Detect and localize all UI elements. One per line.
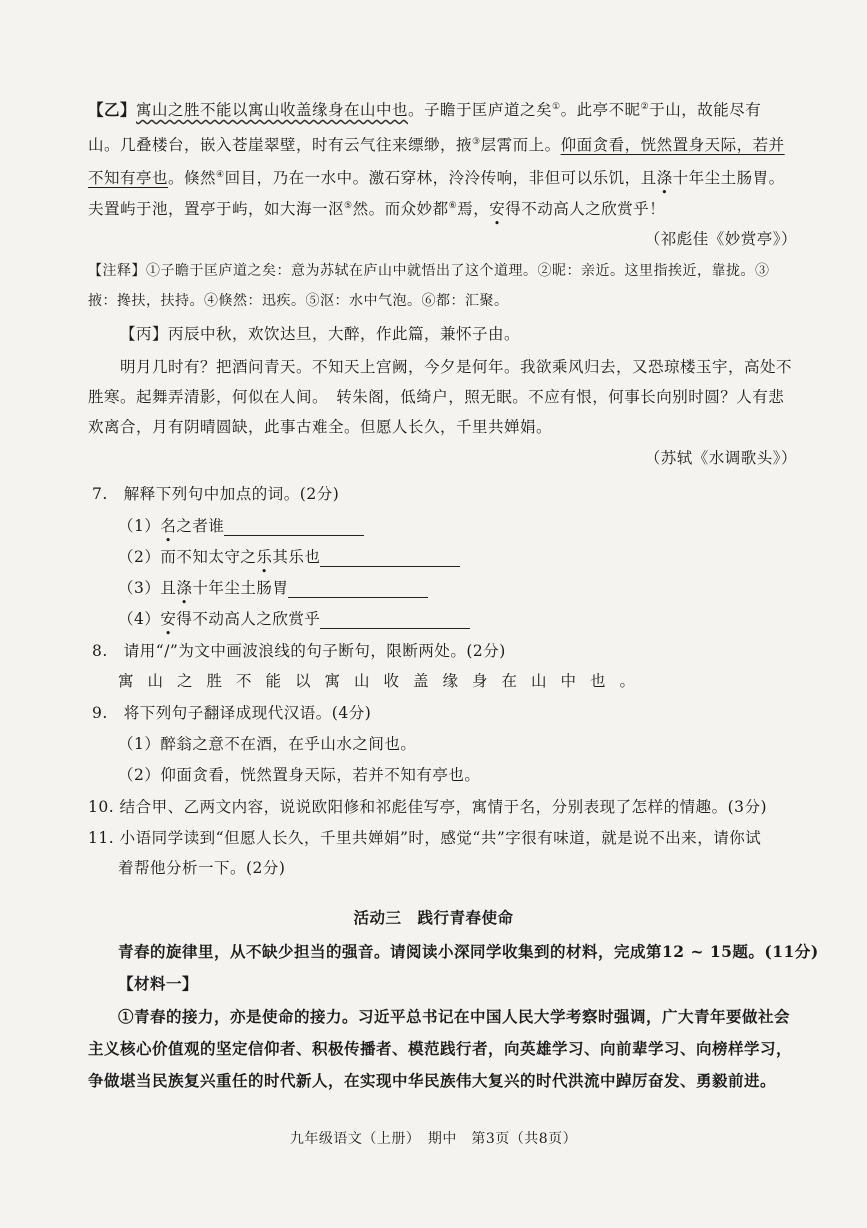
text-span: （4）: [118, 610, 161, 628]
text-span: 焉，: [457, 200, 490, 218]
material-one-line-1: ①青春的接力，亦是使命的接力。习近平总书记在中国人民大学考察时强调，广大青年要做社会: [118, 1007, 791, 1026]
material-one-line-2: 主义核心价值观的坚定信仰者、积极传播者、模范践行者，向英雄学习、向前辈学习、向榜样学习，: [88, 1039, 793, 1058]
question-11-line-1: 11. 小语同学读到“但愿人长久，千里共婵娟”时，感觉“共”字很有味道，就是说不出来，请你试: [88, 829, 762, 847]
answer-blank[interactable]: [320, 612, 470, 629]
question-7-item-4: [118, 607, 797, 629]
passage-bing-source: （苏轼《水调歌头》）: [644, 449, 797, 467]
question-7: 7. 解释下列句中加点的词。(2分): [92, 485, 340, 503]
question-7-item-1: [118, 514, 797, 536]
dotted-word: 安: [160, 610, 177, 628]
material-one-line-3: 争做堪当民族复兴重任的时代新人，在实现中华民族伟大复兴的时代洪流中踔厉奋发、勇毅前进。: [88, 1071, 777, 1090]
text-span: 得不动高人之欣赏乎！: [505, 200, 666, 218]
text-span: 山。几叠楼台，嵌入苍崖翠壁，时有云气往来缥缈，掖: [88, 136, 473, 154]
text-span: （1）: [118, 517, 161, 535]
text-span: 之者谁: [176, 517, 225, 535]
notes-line-1: 【注释】①子瞻于匡庐道之矣：意为苏轼在庐山中就悟出了这个道理。②昵：亲近。这里指挨近，靠拢。③: [88, 263, 770, 279]
passage-yi-label: 【乙】: [88, 100, 137, 119]
passage-yi-line-3: [88, 166, 797, 188]
text-span: 于山，故能尽有: [649, 101, 762, 119]
text-span: 。子瞻于匡庐道之矣: [408, 101, 553, 119]
dotted-word: 涤: [656, 169, 673, 187]
text-span: 得不动高人之欣赏乎: [176, 610, 321, 628]
passage-bing-line-1: 明月几时有？把酒问青天。不知天上宫阙，今夕是何年。我欲乘风归去，又恐琼楼玉宇，高处不: [120, 358, 793, 376]
question-7-item-3: [118, 576, 797, 598]
text-span: （2）而不知太守之: [118, 548, 257, 566]
text-span: 。此亭不昵: [560, 101, 641, 119]
dotted-word: 安: [489, 200, 506, 218]
text-span: 。倏然: [168, 169, 217, 187]
note-marker: ⑥: [448, 200, 458, 211]
answer-blank[interactable]: [288, 581, 428, 598]
question-10: 10. 结合甲、乙两文内容，说说欧阳修和祁彪佳写亭，寓情于名，分别表现了怎样的情趣。(3分): [88, 798, 768, 816]
passage-bing-preface: 【丙】丙辰中秋，欢饮达旦，大醉，作此篇，兼怀子由。: [120, 325, 521, 343]
question-9-item-1: （1）醉翁之意不在酒，在乎山水之间也。: [118, 735, 417, 753]
text-span: 层霄而上。: [480, 136, 561, 154]
text-span: 其乐也: [272, 548, 321, 566]
activity-title: 活动三 践行青春使命: [353, 908, 514, 927]
dotted-word: 乐: [256, 548, 273, 566]
question-9: 9. 将下列句子翻译成现代汉语。(4分): [92, 704, 372, 722]
question-8: 8. 请用“/”为文中画波浪线的句子断句，限断两处。(2分): [92, 642, 506, 660]
material-one-label: 【材料一】: [118, 974, 199, 993]
passage-yi-source: （祁彪佳《妙赏亭》）: [644, 230, 797, 248]
text-span: （3）且: [118, 579, 177, 597]
passage-yi-line-4: [88, 197, 797, 219]
question-11-line-2: 着帮他分析一下。(2分): [118, 859, 286, 877]
text-span: 十年尘土肠胃: [192, 579, 289, 597]
dotted-word: 名: [160, 517, 177, 535]
answer-blank[interactable]: [320, 550, 460, 567]
question-7-item-2: [118, 545, 797, 567]
notes-line-2: 掖：搀扶，扶持。④倏然：迅疾。⑤沤：水中气泡。⑥都：汇聚。: [88, 293, 509, 309]
activity-intro: 青春的旋律里，从不缺少担当的强音。请阅读小深同学收集到的材料，完成第12 ~ 15题。(11分): [118, 942, 819, 961]
question-8-sentence: 寓山之胜不能以寓山收盖缘身在山中也。: [118, 672, 650, 690]
passage-yi-line-1: [88, 98, 797, 120]
note-marker: ④: [216, 169, 225, 180]
answer-blank[interactable]: [224, 519, 364, 536]
note-marker: ①: [552, 101, 561, 112]
note-marker: ③: [472, 136, 481, 147]
text-span: 夫置屿于池，置亭于屿，如大海一沤: [88, 200, 345, 218]
text-span: 十年尘土肠胃。: [672, 169, 785, 187]
page-footer: 九年级语文（上册） 期中 第3页（共8页）: [289, 1131, 578, 1147]
wavy-sentence: 寓山之胜不能以寓山收盖缘身在山中也: [136, 101, 409, 119]
underlined-sentence: 仰面贪看，恍然置身天际，若并: [560, 136, 785, 154]
note-marker: ②: [640, 101, 650, 112]
question-9-item-2: （2）仰面贪看，恍然置身天际，若并不知有亭也。: [118, 766, 481, 784]
passage-yi-line-2: [88, 133, 797, 155]
text-span: 回目，乃在一水中。激石穿林，泠泠传响，非但可以乐饥，且: [224, 169, 657, 187]
dotted-word: 涤: [176, 579, 193, 597]
passage-bing-line-3: 欢离合，月有阴晴圆缺，此事古难全。但愿人长久，千里共婵娟。: [88, 418, 553, 436]
underlined-sentence: 不知有亭也: [88, 169, 169, 187]
text-span: 然。而众妙都: [352, 200, 449, 218]
passage-bing-line-2: 胜寒。起舞弄清影，何似在人间。 转朱阁，低绮户，照无眠。不应有恨，何事长向别时圆？人有悲: [88, 388, 785, 406]
note-marker: ⑤: [344, 200, 353, 211]
